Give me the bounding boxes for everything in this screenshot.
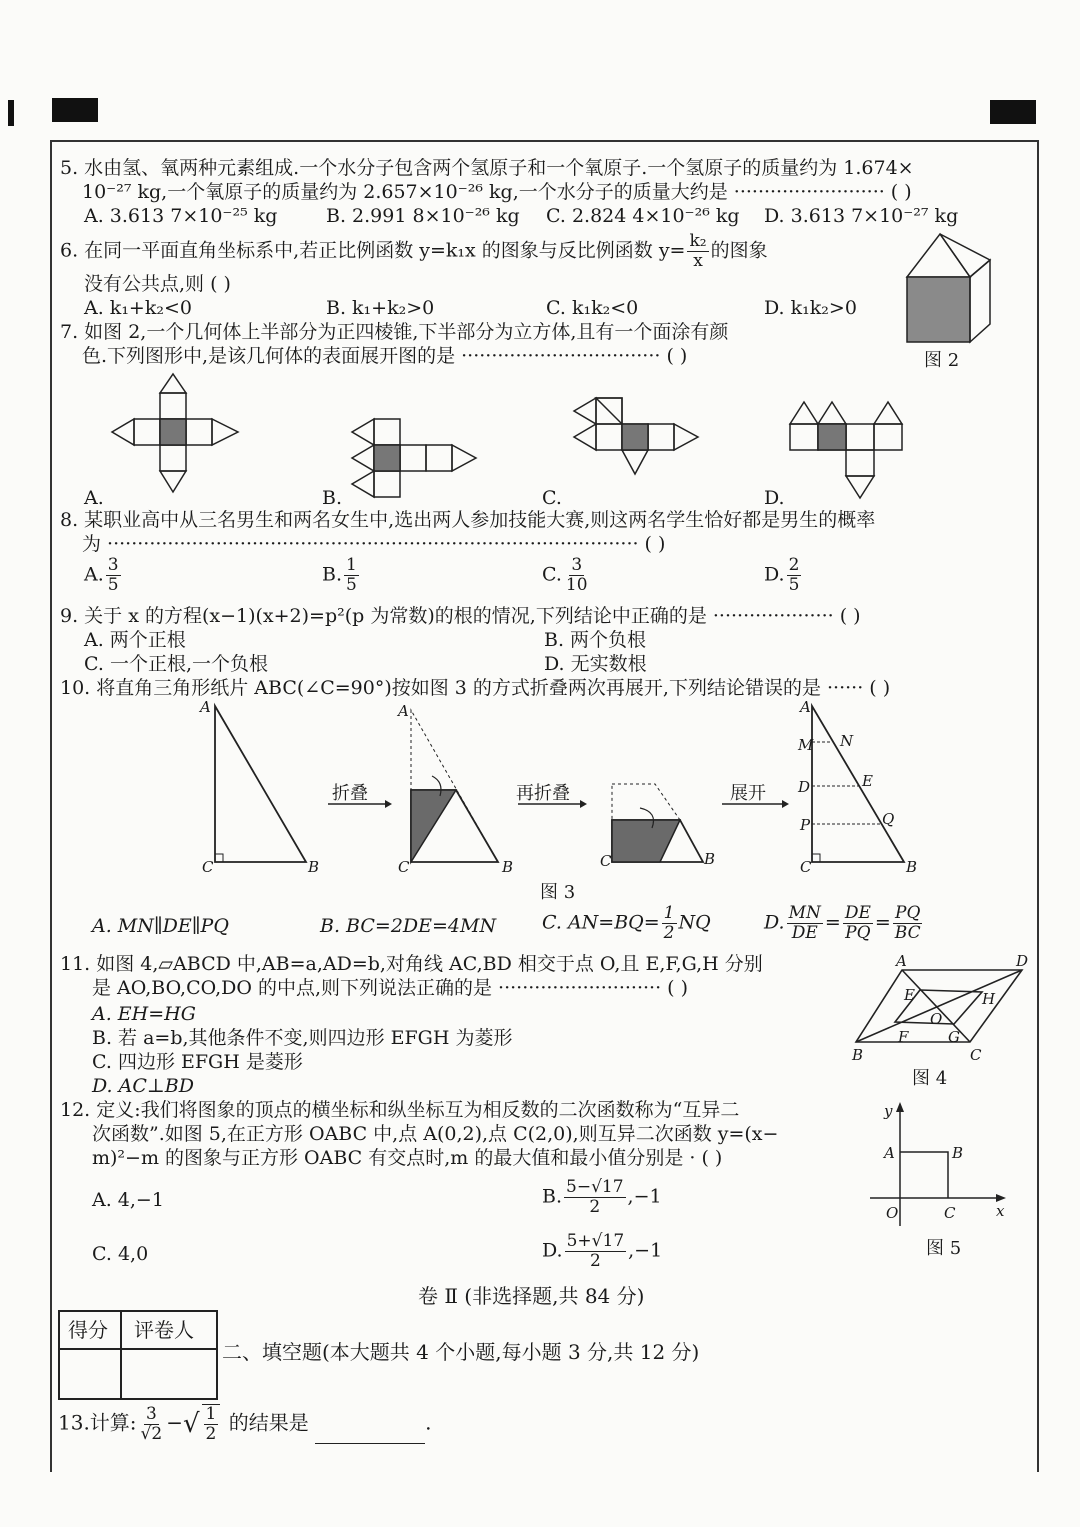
q12-d-pre: D. <box>542 1239 563 1262</box>
fig4-d: D <box>1016 952 1029 970</box>
score-table-col2: 评卷人 <box>134 1318 194 1342</box>
score-cell[interactable] <box>60 1350 120 1396</box>
score-table <box>58 1310 218 1400</box>
q13-frac-num: 3 <box>145 1403 157 1424</box>
q13-sqrt-num: 1 <box>205 1404 217 1424</box>
fig5-x: x <box>996 1202 1005 1220</box>
corner-mark-top-left <box>52 98 98 122</box>
fig5-b: B <box>952 1144 964 1162</box>
q8-line1: 8. 某职业高中从三名男生和两名女生中,选出两人参加技能大赛,则这两名学生恰好都是男生的概率 <box>60 509 876 531</box>
part2-title: 卷 Ⅱ (非选择题,共 84 分) <box>418 1284 645 1308</box>
q10-d3-den: BC <box>894 923 921 943</box>
q10-d1-num: MN <box>788 903 821 923</box>
q10-option-b[interactable]: B. BC=2DE=4MN <box>320 915 497 937</box>
q12-d-post: ,−1 <box>628 1239 663 1262</box>
q8-d-den: 5 <box>788 575 800 595</box>
q11-line2: 是 AO,BO,CO,DO 的中点,则下列说法正确的是 ··························· ( ) <box>92 977 689 999</box>
q13 <box>58 1404 431 1444</box>
q7-net-b[interactable] <box>348 414 488 504</box>
figure-5-label: 图 5 <box>926 1238 962 1259</box>
q10-c-pre: C. AN=BQ= <box>542 911 660 934</box>
q7-option-b[interactable]: B. <box>322 487 343 509</box>
q10-d1-den: DE <box>791 923 818 943</box>
fig3-t4-b: B <box>906 858 918 876</box>
q8-a-num: 3 <box>107 555 119 575</box>
q6-line1 <box>60 232 768 271</box>
q8-c-num: 3 <box>571 555 583 575</box>
q12-option-d[interactable] <box>542 1232 662 1271</box>
corner-mark-top-right <box>990 100 1036 124</box>
fig3-t3-c: C <box>600 852 612 870</box>
q13-end: . <box>425 1410 432 1435</box>
fig4-f: F <box>898 1028 909 1046</box>
q11-option-a[interactable]: A. EH=HG <box>92 1003 196 1025</box>
fig3-t4-d: D <box>798 778 811 796</box>
fig4-e: E <box>904 986 915 1004</box>
q9-option-a[interactable]: A. 两个正根 <box>84 629 186 651</box>
q7-option-d[interactable]: D. <box>764 487 785 509</box>
figure-4-label: 图 4 <box>912 1068 948 1089</box>
q13-frac-den: √2 <box>140 1423 163 1444</box>
q8-b-den: 5 <box>346 575 357 595</box>
q10-c-num: 1 <box>663 903 675 923</box>
fig4-c: C <box>970 1046 982 1064</box>
fig3-t4-e: E <box>862 772 873 790</box>
fig3-t1-b: B <box>308 858 320 876</box>
q8-option-c[interactable] <box>542 556 592 595</box>
q10-c-post: NQ <box>678 911 711 934</box>
q6-option-b[interactable]: B. k₁+k₂>0 <box>326 297 435 319</box>
q5-line1: 5. 水由氢、氧两种元素组成.一个水分子包含两个氢原子和一个氧原子.一个氢原子的质量约为 1.674× <box>60 157 914 179</box>
fig4-a: A <box>896 952 907 970</box>
q12-b-pre: B. <box>542 1185 563 1208</box>
q8-a-den: 5 <box>107 575 119 595</box>
q8-option-a[interactable] <box>84 556 123 595</box>
q5-option-a[interactable]: A. 3.613 7×10⁻²⁵ kg <box>84 205 278 227</box>
fig3-t3-b: B <box>704 850 716 868</box>
q6-line2: 没有公共点,则 ( ) <box>84 273 231 295</box>
q12-d-num: 5+√17 <box>566 1231 625 1251</box>
q8-d-letter: D. <box>764 563 785 586</box>
q11-line1: 11. 如图 4,▱ABCD 中,AB=a,AD=b,对角线 AC,BD 相交于点 O,且 E,F,G,H 分别 <box>60 953 763 975</box>
q6-frac-den: x <box>693 251 703 271</box>
q10-option-a[interactable]: A. MN∥DE∥PQ <box>92 915 229 937</box>
q11-option-d[interactable]: D. AC⊥BD <box>92 1075 194 1097</box>
q12-line1: 12. 定义:我们将图象的顶点的横坐标和纵坐标互为相反数的二次函数称为“互异二 <box>60 1099 740 1121</box>
q10-d2-num: DE <box>844 903 871 923</box>
q7-option-a[interactable]: A. <box>84 487 104 509</box>
q10-d2-den: PQ <box>845 923 871 943</box>
fig3-t2-a: A <box>398 702 409 720</box>
corner-mark-left <box>8 100 14 126</box>
q11-option-b[interactable]: B. 若 a=b,其他条件不变,则四边形 EFGH 为菱形 <box>92 1027 513 1049</box>
figure-2 <box>895 232 995 347</box>
fig3-t1-c: C <box>202 858 214 876</box>
q6-option-a[interactable]: A. k₁+k₂<0 <box>84 297 192 319</box>
q7-line2: 色.下列图形中,是该几何体的表面展开图的是 ································· ( ) <box>82 345 688 367</box>
q7-net-c[interactable] <box>570 394 710 504</box>
q9-option-c[interactable]: C. 一个正根,一个负根 <box>84 653 268 675</box>
q9-option-b[interactable]: B. 两个负根 <box>544 629 647 651</box>
q13-answer-blank[interactable] <box>315 1425 425 1444</box>
fig3-t4-m: M <box>798 736 814 754</box>
q5-option-b[interactable]: B. 2.991 8×10⁻²⁶ kg <box>326 205 520 227</box>
fig4-o: O <box>930 1010 943 1028</box>
q6-option-d[interactable]: D. k₁k₂>0 <box>764 297 857 319</box>
q8-b-letter: B. <box>322 563 343 586</box>
figure-4 <box>850 962 1030 1052</box>
q7-line1: 7. 如图 2,一个几何体上半部分为正四棱锥,下半部分为立方体,且有一个面涂有颜 <box>60 321 729 343</box>
q12-option-b[interactable] <box>542 1178 662 1217</box>
q13-post: 的结果是 <box>228 1410 309 1435</box>
fig3-arrow-unfold: 展开 <box>730 783 766 804</box>
grader-cell[interactable] <box>122 1350 216 1396</box>
fig3-t4-a: A <box>800 698 811 716</box>
q10-d-eq2: = <box>874 911 891 934</box>
q8-line2: 为 ························································································ ( ) <box>82 533 666 555</box>
q12-b-num: 5−√17 <box>566 1177 624 1197</box>
figure-2-label: 图 2 <box>924 350 960 371</box>
fig3-t4-c: C <box>800 858 812 876</box>
q10-c-den: 2 <box>663 923 675 943</box>
q6-fraction <box>687 232 708 271</box>
fig4-g: G <box>948 1028 960 1046</box>
q12-option-a[interactable]: A. 4,−1 <box>92 1189 164 1211</box>
q12-line3: m)²−m 的图象与正方形 OABC 有交点时,m 的最大值和最小值分别是 · ( ) <box>92 1147 723 1169</box>
q10-d3-num: PQ <box>895 903 921 923</box>
q8-c-den: 10 <box>565 575 588 595</box>
q8-a-letter: A. <box>84 563 104 586</box>
q11-option-c[interactable]: C. 四边形 EFGH 是菱形 <box>92 1051 303 1073</box>
q10-line1: 10. 将直角三角形纸片 ABC(∠C=90°)按如图 3 的方式折叠两次再展开,下列结论错误的是 ······ ( ) <box>60 677 891 699</box>
q9-option-d[interactable]: D. 无实数根 <box>544 653 647 675</box>
q6-line1b: 的图象 <box>710 239 768 262</box>
fig3-t2-b: B <box>502 858 514 876</box>
fig5-c: C <box>944 1204 956 1222</box>
section2-heading: 二、填空题(本大题共 4 个小题,每小题 3 分,共 12 分) <box>222 1340 700 1364</box>
score-table-col1: 得分 <box>68 1318 108 1342</box>
q8-b-num: 1 <box>346 555 357 575</box>
q12-d-den: 2 <box>589 1251 601 1271</box>
q13-pre: 13.计算: <box>58 1410 137 1435</box>
q5-line2: 10⁻²⁷ kg,一个氧原子的质量约为 2.657×10⁻²⁶ kg,一个水分子的质量大约是 ························· ( ) <box>82 181 912 203</box>
q12-option-c[interactable]: C. 4,0 <box>92 1243 149 1265</box>
q8-option-b[interactable] <box>322 556 361 595</box>
q13-sqrt: √ $\frac{1}{2}$ <box>183 1404 222 1444</box>
q13-sqrt-den: 2 <box>205 1424 217 1444</box>
fig3-t4-q: Q <box>882 810 895 828</box>
q9-line1: 9. 关于 x 的方程(x−1)(x+2)=p²(p 为常数)的根的情况,下列结论中正确的是 ···················· ( ) <box>60 605 861 627</box>
figure-3-label: 图 3 <box>540 882 576 903</box>
q10-option-d[interactable] <box>764 904 925 943</box>
q12-b-post: ,−1 <box>627 1185 662 1208</box>
q10-option-c[interactable] <box>542 904 711 943</box>
fig5-a: A <box>884 1144 895 1162</box>
fig5-o: O <box>886 1204 899 1222</box>
fig4-h: H <box>982 990 996 1008</box>
fig3-arrow-refold: 再折叠 <box>516 783 570 804</box>
q7-net-a[interactable] <box>108 372 248 502</box>
q12-b-den: 2 <box>589 1197 601 1217</box>
fig4-b: B <box>852 1046 864 1064</box>
q5-option-d[interactable]: D. 3.613 7×10⁻²⁷ kg <box>764 205 959 227</box>
q7-net-d[interactable] <box>788 398 908 503</box>
q6-option-c[interactable]: C. k₁k₂<0 <box>546 297 639 319</box>
q5-option-c[interactable]: C. 2.824 4×10⁻²⁶ kg <box>546 205 740 227</box>
q7-option-c[interactable]: C. <box>542 487 562 509</box>
q8-c-letter: C. <box>542 563 562 586</box>
fig3-t1-a: A <box>200 698 211 716</box>
q10-d-eq1: = <box>824 911 841 934</box>
fig3-t2-c: C <box>398 858 410 876</box>
q13-minus: − <box>166 1410 183 1435</box>
q10-d-pre: D. <box>764 911 785 934</box>
fig5-y: y <box>884 1102 893 1120</box>
fig3-t4-n: N <box>840 732 854 750</box>
q8-option-d[interactable] <box>764 556 803 595</box>
q6-frac-num: k₂ <box>689 231 707 251</box>
q6-line1a: 6. 在同一平面直角坐标系中,若正比例函数 y=k₁x 的图象与反比例函数 y= <box>60 239 686 262</box>
fig3-t4-p: P <box>800 816 811 834</box>
q12-line2: 次函数”.如图 5,在正方形 OABC 中,点 A(0,2),点 C(2,0),则互异二次函数 y=(x− <box>92 1123 779 1145</box>
q8-d-num: 2 <box>788 555 800 575</box>
fig3-arrow-fold: 折叠 <box>332 783 368 804</box>
